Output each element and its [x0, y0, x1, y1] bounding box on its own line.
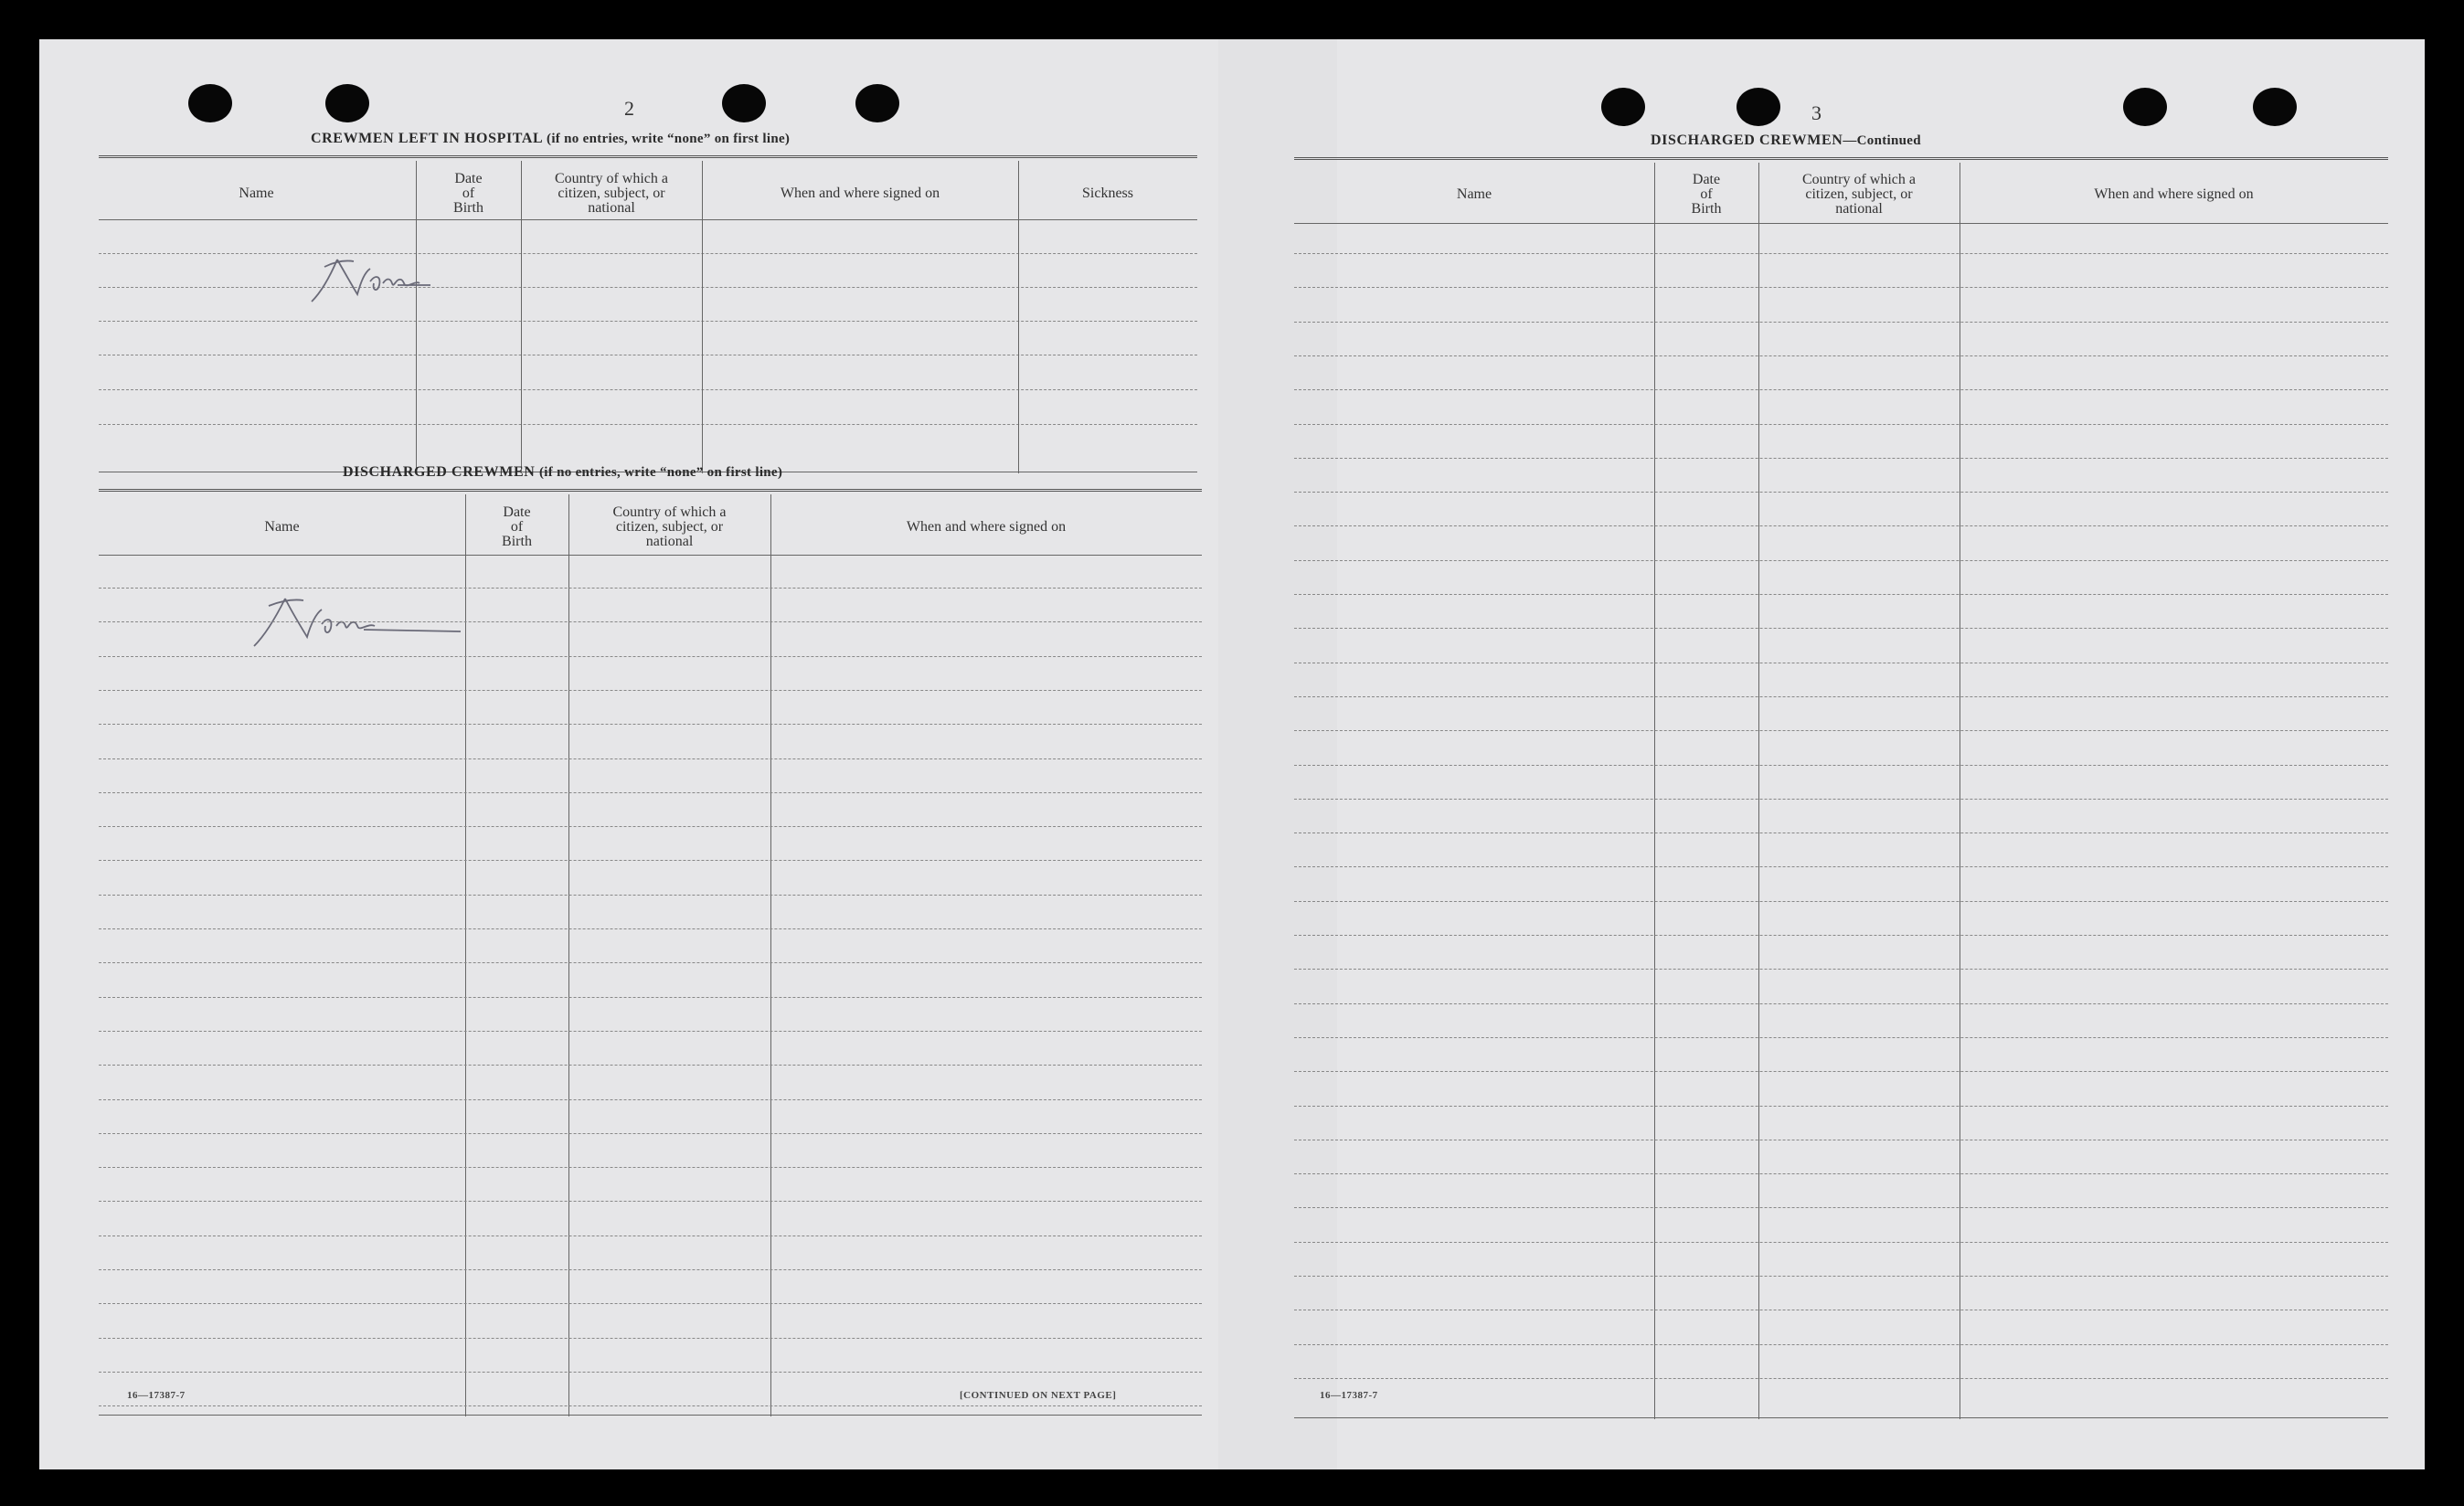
entry-line [99, 389, 1197, 390]
entry-line [99, 321, 1197, 322]
discharged-top-rule [99, 489, 1202, 492]
col-header-dob: Date of Birth [1691, 172, 1722, 217]
handwritten-none-signature [304, 254, 432, 309]
entry-line [99, 656, 1202, 657]
entry-line [1294, 389, 2388, 390]
column-divider [568, 494, 569, 1416]
entry-line [1294, 1037, 2388, 1038]
col-header-sickness: Sickness [1082, 186, 1133, 201]
entry-line [1294, 355, 2388, 356]
entry-line [99, 724, 1202, 725]
col-header-country: Country of which a citizen, subject, or national [555, 171, 668, 216]
right-title-suffix: —Continued [1843, 133, 1921, 148]
entry-line [1294, 560, 2388, 561]
entry-line [99, 1269, 1202, 1270]
hospital-top-rule [99, 155, 1197, 158]
entry-line [1294, 1071, 2388, 1072]
entry-line [99, 621, 1202, 622]
entry-line [1294, 525, 2388, 526]
col-header-name: Name [264, 519, 300, 535]
column-divider [770, 494, 771, 1416]
entry-line [1294, 969, 2388, 970]
entry-line [99, 588, 1202, 589]
entry-line [1294, 1106, 2388, 1107]
hospital-section-title [311, 131, 790, 147]
entry-line [99, 287, 1197, 288]
entry-line [1294, 696, 2388, 697]
entry-line [1294, 765, 2388, 766]
table-bottom-rule [1294, 1417, 2388, 1418]
right-title-text: DISCHARGED CREWMEN [1651, 133, 1843, 148]
right-section-title [1651, 133, 1921, 149]
entry-line [1294, 1207, 2388, 1208]
punch-hole [2253, 88, 2297, 126]
col-header-name: Name [1456, 186, 1492, 202]
punch-hole [2123, 88, 2167, 126]
entry-line [99, 758, 1202, 759]
entry-line [1294, 1378, 2388, 1379]
discharged-continued-table [1294, 163, 2388, 1424]
entry-line [99, 1338, 1202, 1339]
entry-line [99, 1031, 1202, 1032]
punch-hole [855, 84, 899, 122]
entry-line [99, 826, 1202, 827]
column-divider [521, 161, 522, 473]
entry-line [99, 1133, 1202, 1134]
col-header-signed-on: When and where signed on [906, 519, 1067, 535]
column-divider [702, 161, 703, 473]
entry-line [99, 1303, 1202, 1304]
discharged-section-title [343, 464, 782, 481]
column-divider [1654, 163, 1655, 1419]
punch-hole [1601, 88, 1645, 126]
column-divider [1758, 163, 1759, 1419]
entry-line [1294, 492, 2388, 493]
entry-line [1294, 1173, 2388, 1174]
entry-line [1294, 1276, 2388, 1277]
table-bottom-rule [99, 1415, 1202, 1416]
col-header-country: Country of which a citizen, subject, or national [1802, 172, 1916, 217]
entry-line [1294, 1003, 2388, 1004]
right-top-rule [1294, 157, 2388, 160]
entry-line [1294, 1242, 2388, 1243]
entry-line [1294, 866, 2388, 867]
header-rule [1294, 223, 2388, 224]
entry-line [99, 792, 1202, 793]
punch-hole [188, 84, 232, 122]
discharged-title-instruction: (if no entries, write “none” on first line) [538, 465, 783, 480]
entry-line [99, 1167, 1202, 1168]
col-header-dob: Date of Birth [502, 504, 532, 549]
entry-line [1294, 935, 2388, 936]
header-rule [99, 555, 1202, 556]
entry-line [1294, 322, 2388, 323]
entry-line [99, 860, 1202, 861]
hospital-title-text: CREWMEN LEFT IN HOSPITAL [311, 131, 543, 146]
entry-line [99, 962, 1202, 963]
entry-line [1294, 730, 2388, 731]
col-header-country: Country of which a citizen, subject, or national [612, 504, 727, 549]
entry-line [99, 1065, 1202, 1066]
entry-line [1294, 594, 2388, 595]
column-divider [416, 161, 417, 473]
continued-note: [CONTINUED ON NEXT PAGE] [960, 1390, 1117, 1401]
col-header-name: Name [239, 186, 274, 201]
col-header-dob: Date of Birth [453, 171, 483, 216]
entry-line [99, 1405, 1202, 1406]
entry-line [99, 690, 1202, 691]
col-header-signed-on: When and where signed on [780, 186, 940, 201]
entry-line [99, 424, 1197, 425]
entry-line [1294, 901, 2388, 902]
punch-hole [722, 84, 766, 122]
entry-line [99, 997, 1202, 998]
hospital-title-instruction: (if no entries, write “none” on first line) [547, 132, 791, 146]
entry-line [99, 895, 1202, 896]
entry-line [99, 1372, 1202, 1373]
form-number-left: 16—17387-7 [127, 1390, 186, 1401]
header-rule [99, 219, 1197, 220]
form-number-right: 16—17387-7 [1320, 1390, 1378, 1401]
col-header-signed-on: When and where signed on [2094, 186, 2254, 202]
entry-line [1294, 424, 2388, 425]
entry-line [99, 1099, 1202, 1100]
punch-hole [325, 84, 369, 122]
entry-line [1294, 628, 2388, 629]
page-number-right: 3 [1811, 101, 1821, 124]
hospital-table [99, 161, 1197, 476]
punch-hole [1736, 88, 1780, 126]
entry-line [99, 1201, 1202, 1202]
entry-line [1294, 287, 2388, 288]
entry-line [1294, 253, 2388, 254]
entry-line [99, 928, 1202, 929]
column-divider [1018, 161, 1019, 473]
ledger-sheet [39, 39, 2425, 1469]
discharged-title-text: DISCHARGED CREWMEN [343, 464, 536, 480]
entry-line [99, 253, 1197, 254]
page-number-left: 2 [624, 97, 634, 120]
discharged-table [99, 494, 1202, 1422]
entry-line [1294, 458, 2388, 459]
entry-line [1294, 799, 2388, 800]
entry-line [1294, 1344, 2388, 1345]
